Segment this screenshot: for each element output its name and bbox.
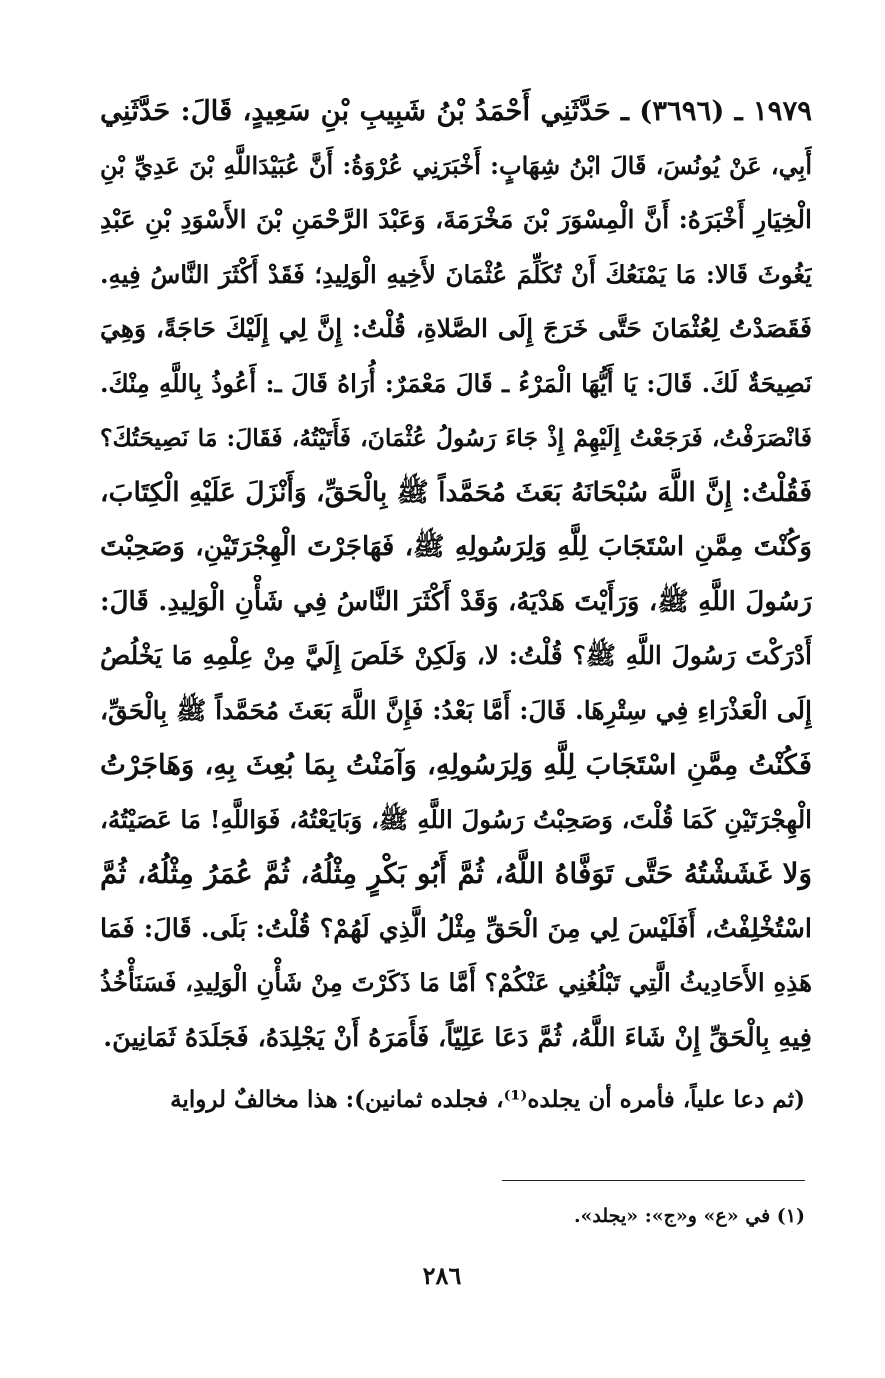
page-number: ٢٨٦ xyxy=(422,1261,462,1290)
hadith-line: الْخِيَارِ أَخْبَرَهُ: أَنَّ الْمِسْوَرَ بْنَ مَخْرَمَةَ، وَعَبْدَ الرَّحْمَنِ بْنَ الأَسْوَدِ بْنِ عَبْدِ xyxy=(100,205,812,234)
hadith-line: أَبِي، عَنْ يُونُسَ، قَالَ ابْنُ شِهَابٍ: أَخْبَرَنِي عُرْوَةُ: أَنَّ عُبَيْدَاللَّهِ بْنَ عَدِيِّ بْنِ xyxy=(100,150,812,180)
hadith-line: الْهِجْرَتَيْنِ كَمَا قُلْتَ، وَصَحِبْتُ رَسُولَ اللَّهِ ﷺ، وَبَايَعْتُهُ، فَوَاللَّهِ! مَا عَصَيْتُهُ، xyxy=(100,804,812,834)
hadith-line: أَدْرَكْتَ رَسُولَ اللَّهِ ﷺ؟ قُلْتُ: لا، وَلَكِنْ خَلَصَ إِلَيَّ مِنْ عِلْمِهِ مَا يَخْلُصُ xyxy=(100,641,812,670)
hadith-line: رَسُولَ اللَّهِ ﷺ، وَرَأَيْتَ هَدْيَهُ، وَقَدْ أَكْثَرَ النَّاسُ فِي شَأْنِ الْوَلِيدِ. قَالَ: xyxy=(100,586,812,617)
hadith-line: إِلَى الْعَذْرَاءِ فِي سِتْرِهَا. قَالَ: أَمَّا بَعْدُ: فَإِنَّ اللَّهَ بَعَثَ مُحَمَّداً ﷺ بِالْحَقِّ، xyxy=(100,695,812,725)
hadith-line: فَكُنْتُ مِمَّنِ اسْتَجَابَ لِلَّهِ وَلِرَسُولِهِ، وَآمَنْتُ بِمَا بُعِثَ بِهِ، وَهَاجَرْتُ xyxy=(100,749,812,781)
hadith-line: فِيهِ بِالْحَقِّ إِنْ شَاءَ اللَّهُ، ثُمَّ دَعَا عَلِيّاً، فَأَمَرَهُ أَنْ يَجْلِدَهُ، فَجَلَدَهُ ثَمَانِينَ. xyxy=(103,1022,812,1053)
hadith-line: اسْتُخْلِفْتُ، أَفَلَيْسَ لِي مِنَ الْحَقِّ مِثْلُ الَّذِي لَهُمْ؟ قُلْتُ: بَلَى. قَالَ: فَمَا xyxy=(100,913,812,944)
hadith-line: فَانْصَرَفْتُ، فَرَجَعْتُ إِلَيْهِمْ إِذْ جَاءَ رَسُولُ عُثْمَانَ، فَأَتَيْتُهُ، فَقَالَ: مَا نَصِيحَتُكَ؟ xyxy=(100,424,812,452)
hadith-line: فَقَصَدْتُ لِعُثْمَانَ حَتَّى خَرَجَ إِلَى الصَّلاةِ، قُلْتُ: إِنَّ لِي إِلَيْكَ حَاجَةً، وَهِيَ xyxy=(100,314,812,343)
hadith-line: فَقُلْتُ: إِنَّ اللَّهَ سُبْحَانَهُ بَعَثَ مُحَمَّداً ﷺ بِالْحَقِّ، وَأَنْزَلَ عَلَيْهِ الْكِتَابَ، xyxy=(100,476,812,508)
hadith-line: يَغُوثَ قَالا: مَا يَمْنَعُكَ أَنْ تُكَلِّمَ عُثْمَانَ لأَخِيهِ الْوَلِيدِ؛ فَقَدْ أَكْثَرَ النَّاسُ فِيهِ. xyxy=(100,259,812,289)
hadith-line: نَصِيحَةٌ لَكَ. قَالَ: يَا أَيُّهَا الْمَرْءُ ـ قَالَ مَعْمَرٌ: أُرَاهُ قَالَ ـ: أَعُوذُ بِاللَّهِ مِنْكَ. xyxy=(100,368,812,398)
hadith-text-block xyxy=(100,84,812,1065)
footnote-divider xyxy=(502,1180,805,1181)
hadith-line: ١٩٧٩ ـ (٣٦٩٦) ـ حَدَّثَنِي أَحْمَدُ بْنُ شَبِيبِ بْنِ سَعِيدٍ، قَالَ: حَدَّثَنِي xyxy=(100,95,812,127)
hadith-line: هَذِهِ الأَحَادِيثُ الَّتِي تَبْلُغُنِي عَنْكُمْ؟ أَمَّا مَا ذَكَرْتَ مِنْ شَأْنِ الْوَلِيدِ، فَسَنَأْخُذُ xyxy=(100,968,812,997)
hadith-line: وَكُنْتَ مِمَّنِ اسْتَجَابَ لِلَّهِ وَلِرَسُولِهِ ﷺ، فَهَاجَرْتَ الْهِجْرَتَيْنِ، وَصَحِبْتَ xyxy=(100,532,812,562)
hadith-line: وَلا غَشَشْتُهُ حَتَّى تَوَفَّاهُ اللَّهُ، ثُمَّ أَبُو بَكْرٍ مِثْلُهُ، ثُمَّ عُمَرُ مِثْلُهُ، ثُمَّ xyxy=(100,857,812,890)
footnote: (١) في «ع» و«ج»: «يجلد». xyxy=(573,1205,805,1227)
commentary-text: (ثم دعا علياً، فأمره أن يجلده⁽¹⁾، فجلده ثمانين): هذا مخالفٌ لرواية xyxy=(170,1086,805,1113)
